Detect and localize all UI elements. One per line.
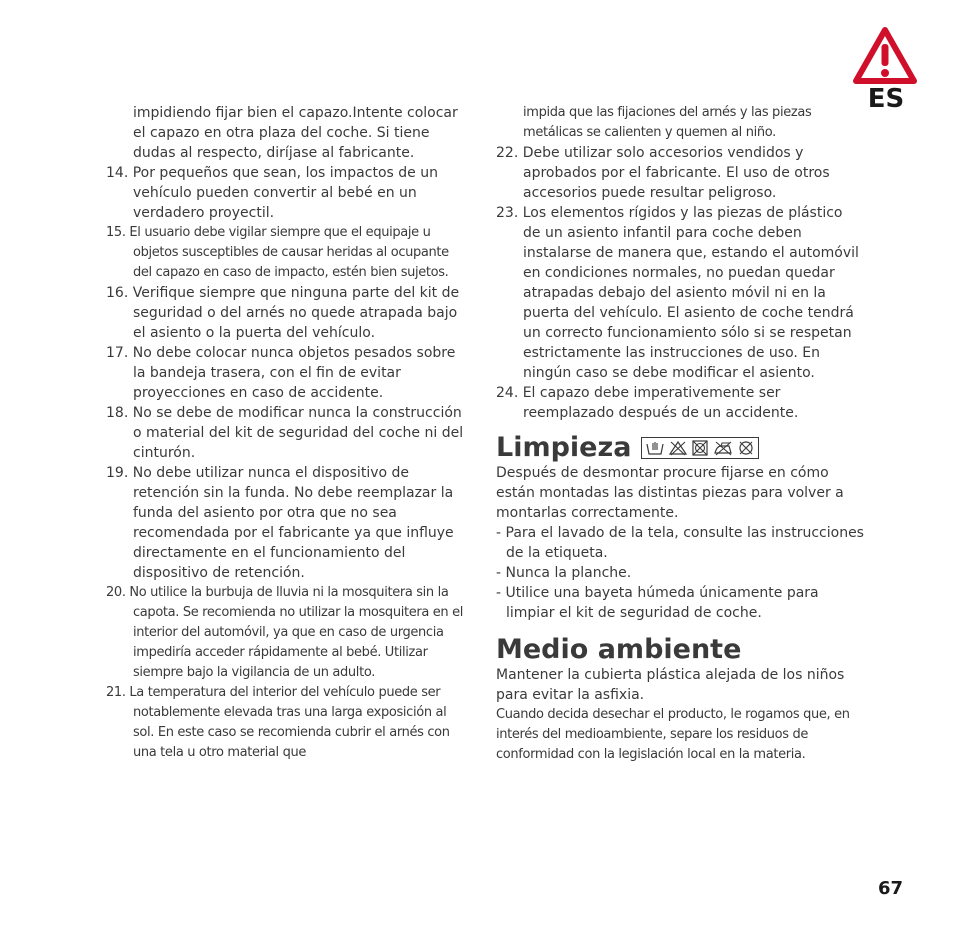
hand-wash-icon	[645, 440, 665, 456]
language-code: ES	[867, 84, 905, 114]
list-item-20: 20. No utilice la burbuja de lluvia ni la mosquitera sin la capota. Se recomienda no utilizar la mosquitera en el interior del automóvil, ya que en caso de urgencia impediría acceder rápidamente al bebé. Utilizar siempre bajo la vigilancia de un adulto.	[106, 585, 463, 680]
left-column	[106, 103, 468, 763]
cleaning-bullet: - Nunca la planche.	[496, 565, 632, 581]
list-item-22: 22. Debe utilizar solo accesorios vendidos y aprobados por el fabricante. El uso de otros accesorios puede resultar peligroso.	[496, 145, 830, 201]
no-iron-icon	[712, 440, 734, 456]
list-item-15: 15. El usuario debe vigilar siempre que el equipaje u objetos susceptibles de causar heridas al ocupante del capazo en caso de impacto, estén bien sujetos.	[106, 225, 449, 280]
cleaning-heading-row	[496, 433, 864, 463]
list-item-16: 16. Verifique siempre que ninguna parte del kit de seguridad o del arnés no quede atrapada bajo el asiento o la puerta del vehículo.	[106, 285, 460, 341]
environment-paragraph-2: Cuando decida desechar el producto, le rogamos que, en interés del medioambiente, separe los residuos de conformidad con la legislación local en la materia.	[496, 707, 850, 762]
no-bleach-icon	[668, 440, 688, 456]
list-item-19: 19. No debe utilizar nunca el dispositivo de retención sin la funda. No debe reemplazar la funda del asiento por otra que no sea recomendada por el fabricante ya que influye directamente en el funcionamiento del dispositivo de retención.	[106, 465, 454, 581]
list-item-14: 14. Por pequeños que sean, los impactos de un vehículo pueden convertir al bebé en un verdadero proyectil.	[106, 165, 438, 221]
page-number: 67	[878, 878, 904, 899]
environment-paragraph-1: Mantener la cubierta plástica alejada de los niños para evitar la asfixia.	[496, 667, 845, 703]
no-tumble-dry-icon	[691, 440, 709, 456]
warning-triangle-icon	[852, 26, 918, 86]
list-item-17: 17. No debe colocar nunca objetos pesados sobre la bandeja trasera, con el fin de evitar proyecciones en caso de accidente.	[106, 345, 456, 401]
care-symbols	[641, 437, 759, 459]
list-item-23: 23. Los elementos rígidos y las piezas de plástico de un asiento infantil para coche deben instalarse de manera que, estando el automóvil en condiciones normales, no puedan quedar atrapadas debajo del asiento móvil ni en la puerta del vehículo. El asiento de coche tendrá un correcto funcionamiento sólo si se respetan estrictamente las instrucciones de uso. En ningún caso se debe modificar el asiento.	[496, 205, 859, 381]
cleaning-bullet: - Utilice una bayeta húmeda únicamente para limpiar el kit de seguridad de coche.	[496, 585, 819, 621]
cleaning-intro: Después de desmontar procure fijarse en cómo están montadas las distintas piezas para volver a montarlas correctamente.	[496, 465, 844, 521]
right-column	[496, 103, 864, 765]
cleaning-heading: Limpieza	[496, 432, 632, 463]
continuation-paragraph: impida que las fijaciones del arnés y las piezas metálicas se calienten y quemen al niño.	[523, 105, 812, 140]
environment-heading: Medio ambiente	[496, 634, 742, 665]
no-dry-clean-icon	[737, 440, 755, 456]
list-item-24: 24. El capazo debe imperativemente ser reemplazado después de un accidente.	[496, 385, 799, 421]
cleaning-bullet: - Para el lavado de la tela, consulte las instrucciones de la etiqueta.	[496, 525, 864, 561]
intro-paragraph: impidiendo fijar bien el capazo.Intente colocar el capazo en otra plaza del coche. Si tiene dudas al respecto, diríjase al fabricante.	[133, 105, 458, 161]
list-item-18: 18. No se debe de modificar nunca la construcción o material del kit de seguridad del coche ni del cinturón.	[106, 405, 464, 461]
list-item-21: 21. La temperatura del interior del vehículo puede ser notablemente elevada tras una larga exposición al sol. En este caso se recomienda cubrir el arnés con una tela u otro material que	[106, 685, 450, 760]
